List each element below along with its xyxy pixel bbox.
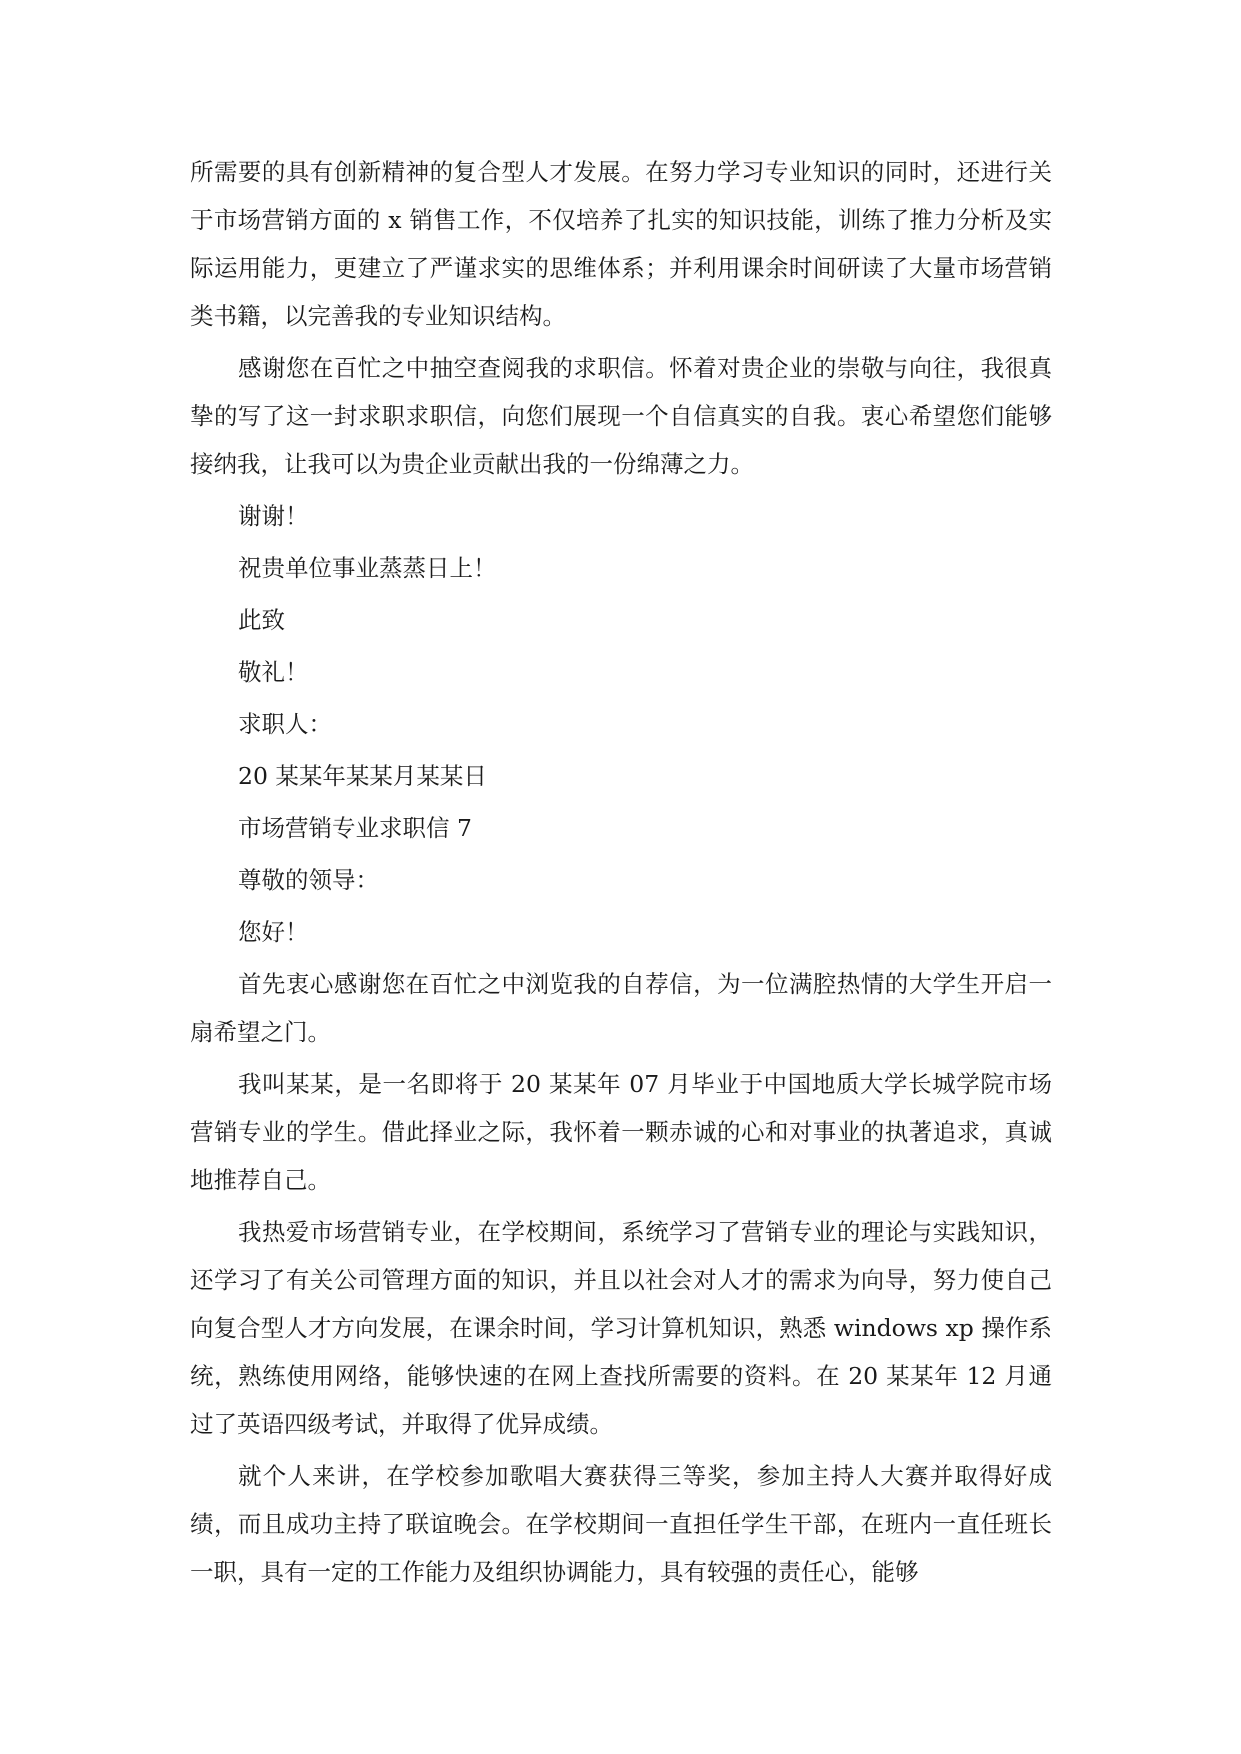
paragraph-study: 我热爱市场营销专业，在学校期间，系统学习了营销专业的理论与实践知识，还学习了有关公司管理方面的知识，并且以社会对人才的需求为向导，努力使自己向复合型人才方向发展，在课余时间，学习计算机知识，熟悉 windows xp 操作系统，熟练使用网络，能够快速的在网上查找所需要的资料。在 20 某某年 12 月通过了英语四级考试，并取得了优异成绩。: [190, 1218, 1052, 1438]
paragraph-continued: 所需要的具有创新精神的复合型人才发展。在努力学习专业知识的同时，还进行关于市场营销方面的 x 销售工作，不仅培养了扎实的知识技能，训练了推力分析及实际运用能力，更建立了严谨求实的思维体系；并利用课余时间研读了大量市场营销类书籍，以完善我的专业知识结构。: [190, 158, 1052, 330]
line-salutation: 尊敬的领导：: [238, 866, 379, 894]
line-jingli: 敬礼！: [238, 658, 309, 686]
line-wishes: 祝贵单位事业蒸蒸日上！: [238, 554, 497, 582]
line-greeting: 您好！: [238, 918, 309, 946]
paragraph-thanks: 感谢您在百忙之中抽空查阅我的求职信。怀着对贵企业的崇敬与向往，我很真挚的写了这一封求职求职信，向您们展现一个自信真实的自我。衷心希望您们能够接纳我，让我可以为贵企业贡献出我的一份绵薄之力。: [190, 354, 1052, 478]
paragraph-personal: 就个人来讲，在学校参加歌唱大赛获得三等奖，参加主持人大赛并取得好成绩，而且成功主持了联谊晚会。在学校期间一直担任学生干部，在班内一直任班长一职，具有一定的工作能力及组织协调能力，具有较强的责任心，能够: [190, 1462, 1052, 1586]
document-body: [190, 148, 1052, 1600]
line-date: 20 某某年某某月某某日: [238, 762, 487, 790]
line-cizhi: 此致: [238, 606, 285, 634]
paragraph-intro: 我叫某某，是一名即将于 20 某某年 07 月毕业于中国地质大学长城学院市场营销专业的学生。借此择业之际，我怀着一颗赤诚的心和对事业的执著追求，真诚地推荐自己。: [190, 1070, 1052, 1194]
line-applicant: 求职人：: [238, 710, 332, 738]
paragraph-first: 首先衷心感谢您在百忙之中浏览我的自荐信，为一位满腔热情的大学生开启一扇希望之门。: [190, 970, 1052, 1046]
line-xiexie: 谢谢！: [238, 502, 309, 530]
letter-title: 市场营销专业求职信 7: [238, 814, 472, 842]
